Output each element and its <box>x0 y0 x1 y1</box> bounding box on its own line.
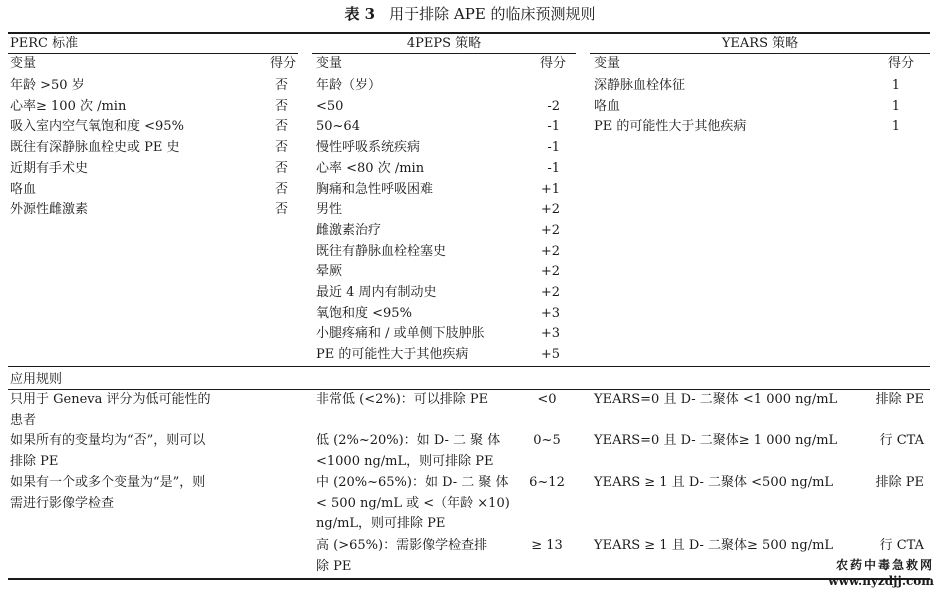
fourpeps-row-variable: 年龄（岁） <box>316 78 382 93</box>
perc-row-score: 否 <box>274 140 288 156</box>
perc-rule-line: 患者 <box>10 412 37 428</box>
perc-row-score: 否 <box>274 160 288 176</box>
perc-row-score: 否 <box>274 78 288 93</box>
perc-row-variable: 外源性雌激素 <box>10 202 89 218</box>
perc-col-variable: 变量 <box>10 56 37 71</box>
rules-heading-rule <box>8 389 930 390</box>
fourpeps-row-score: +3 <box>540 305 560 321</box>
years-rule-action: 排除 PE <box>875 392 924 407</box>
fourpeps-row-variable: 50~64 <box>316 119 360 135</box>
fourpeps-row-variable: 最近 4 周内有制动史 <box>316 285 437 300</box>
perc-rule-line: 如果有一个或多个变量为“是”，则 <box>10 475 206 490</box>
perc-row-variable: 年龄 >50 岁 <box>10 78 85 93</box>
fourpeps-row-variable: 心率 <80 次 /min <box>316 160 425 176</box>
years-col-variable: 变量 <box>594 56 621 71</box>
perc-col-score: 得分 <box>269 56 296 71</box>
years-row-score: 1 <box>891 78 900 93</box>
perc-row-score: 否 <box>274 181 288 197</box>
years-col-score: 得分 <box>887 56 914 71</box>
perc-rule-line: 排除 PE <box>10 453 59 469</box>
fourpeps-rule-score: <0 <box>537 392 557 407</box>
fourpeps-rule-line: ng/mL，则可排除 PE <box>316 516 446 531</box>
fourpeps-row-variable: 胸痛和急性呼吸困难 <box>316 181 434 197</box>
fourpeps-col-variable: 变量 <box>316 56 343 71</box>
fourpeps-row-score: +2 <box>540 202 560 218</box>
fourpeps-row-variable: 既往有静脉血栓栓塞史 <box>316 243 447 259</box>
perc-row-score: 否 <box>274 202 288 218</box>
rules-heading: 应用规则 <box>10 372 63 387</box>
years-rule-action: 排除 PE <box>875 475 924 490</box>
years-row-variable: PE 的可能性大于其他疾病 <box>594 119 747 135</box>
fourpeps-row-score: +2 <box>540 243 560 259</box>
fourpeps-row-score: +2 <box>540 222 560 238</box>
years-row-score: 1 <box>891 119 900 135</box>
top-rule <box>8 32 930 34</box>
years-rule-condition: YEARS ≥ 1 且 D- 二聚体≥ 500 ng/mL <box>594 538 834 553</box>
table-title-text: 用于排除 APE 的临床预测规则 <box>389 5 596 23</box>
perc-row-variable: 既往有深静脉血栓史或 PE 史 <box>10 140 180 156</box>
fourpeps-row-variable: 小腿疼痛和 / 或单侧下肢肿胀 <box>316 326 485 342</box>
fourpeps-row-variable: 晕厥 <box>316 264 343 280</box>
perc-header-rule <box>8 53 298 54</box>
fourpeps-row-score: -2 <box>547 98 560 114</box>
watermark-url: www.nyzdjj.com <box>828 574 934 588</box>
years-row-score: 1 <box>891 98 900 114</box>
years-rule-condition: YEARS ≥ 1 且 D- 二聚体 <500 ng/mL <box>594 475 834 490</box>
bottom-rule <box>8 578 930 580</box>
perc-row-variable: 咯血 <box>10 181 37 197</box>
years-rule-action: 行 CTA <box>879 433 924 448</box>
fourpeps-rule-score: ≥ 13 <box>531 538 563 553</box>
fourpeps-row-score: +5 <box>540 347 560 363</box>
fourpeps-row-score: +2 <box>540 264 560 280</box>
perc-row-variable: 近期有手术史 <box>10 160 89 176</box>
fourpeps-row-score: +2 <box>540 285 560 300</box>
perc-row-score: 否 <box>274 119 288 135</box>
years-rule-action: 行 CTA <box>879 538 924 553</box>
fourpeps-rule-score: 0~5 <box>533 433 561 448</box>
perc-section-title: PERC 标准 <box>10 36 79 51</box>
watermark-cn: 农药中毒急救网 <box>835 558 934 572</box>
fourpeps-rule-line: <1000 ng/mL，则可排除 PE <box>316 453 494 469</box>
fourpeps-row-variable: 男性 <box>316 202 343 218</box>
fourpeps-row-score: +1 <box>540 181 560 197</box>
table-number: 表 3 <box>344 5 376 23</box>
perc-row-variable: 心率≥ 100 次 /min <box>10 98 127 114</box>
fourpeps-section-title: 4PEPS 策略 <box>406 36 482 51</box>
years-rule-condition: YEARS=0 且 D- 二聚体≥ 1 000 ng/mL <box>594 433 838 448</box>
fourpeps-header-rule <box>312 53 576 54</box>
fourpeps-row-score: -1 <box>547 160 560 176</box>
fourpeps-row-variable: 氧饱和度 <95% <box>316 305 412 321</box>
years-row-variable: 咯血 <box>594 98 621 114</box>
years-section-title: YEARS 策略 <box>721 36 799 51</box>
fourpeps-row-variable: PE 的可能性大于其他疾病 <box>316 347 469 363</box>
perc-row-score: 否 <box>274 98 288 114</box>
fourpeps-row-variable: 雌激素治疗 <box>316 222 382 238</box>
perc-rule-line: 需进行影像学检查 <box>10 495 115 511</box>
perc-rule-line: 如果所有的变量均为“否”，则可以 <box>10 433 206 448</box>
years-header-rule <box>590 53 930 54</box>
fourpeps-rule-line: < 500 ng/mL 或 <（年龄 ×10) <box>316 495 510 511</box>
years-row-variable: 深静脉血栓体征 <box>594 78 686 93</box>
fourpeps-col-score: 得分 <box>539 56 566 71</box>
variables-bottom-rule <box>8 366 930 367</box>
fourpeps-row-variable: 慢性呼吸系统疾病 <box>316 140 421 156</box>
fourpeps-row-score: +3 <box>540 326 560 342</box>
fourpeps-rule-line: 低 (2%~20%)：如 D- 二 聚 体 <box>316 433 501 448</box>
fourpeps-row-score: -1 <box>547 119 560 135</box>
perc-row-variable: 吸入室内空气氧饱和度 <95% <box>10 119 184 135</box>
perc-rule-line: 只用于 Geneva 评分为低可能性的 <box>10 392 211 407</box>
fourpeps-rule-line: 中 (20%~65%)：如 D- 二 聚 体 <box>316 475 509 490</box>
fourpeps-rule-line: 高 (>65%)：需影像学检查排 <box>316 538 488 553</box>
fourpeps-row-score: -1 <box>547 140 560 156</box>
fourpeps-rule-score: 6~12 <box>529 475 565 490</box>
fourpeps-rule-line: 除 PE <box>316 558 352 574</box>
fourpeps-row-variable: <50 <box>316 98 344 114</box>
years-rule-condition: YEARS=0 且 D- 二聚体 <1 000 ng/mL <box>594 392 838 407</box>
fourpeps-rule-line: 非常低 (<2%)：可以排除 PE <box>316 392 489 407</box>
table-title <box>0 4 940 24</box>
